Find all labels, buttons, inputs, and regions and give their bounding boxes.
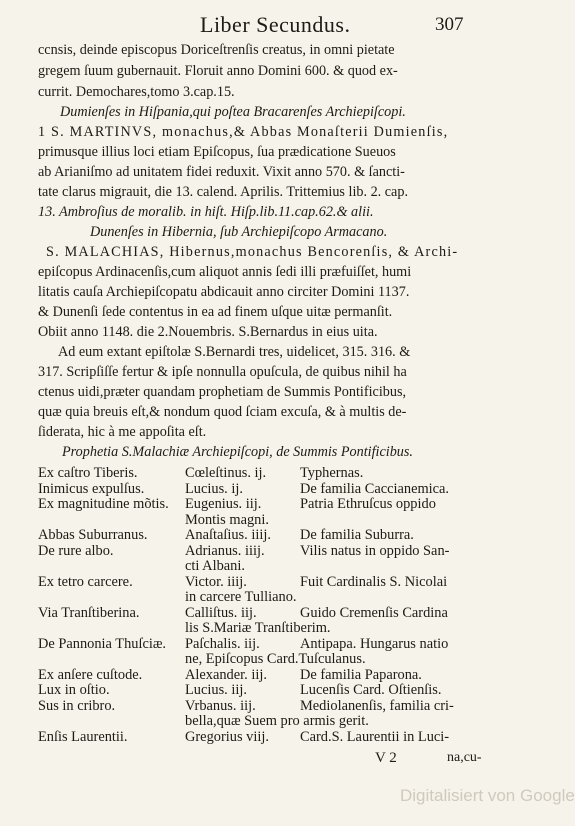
prophecy-continuation: cti Albani. — [185, 558, 245, 574]
prophecy-note: De familia Suburra. — [300, 527, 414, 543]
section-heading: Dumienſes in Hiſpania,qui poſtea Bracarenſes Archiepiſcopi. — [60, 104, 406, 120]
body-line: quæ quia breuis eſt,& nondum quod ſciam excuſa, & à multis de- — [38, 404, 407, 420]
prophecy-pope: Gregorius viij. — [185, 728, 269, 745]
body-line: tate clarus migrauit, die 13. calend. Aprilis. Trittemius lib. 2. cap. — [38, 184, 408, 200]
running-head: Liber Secundus. — [200, 12, 351, 37]
prophecy-motto: Enſis Laurentii. — [38, 728, 128, 745]
body-line: Ad eum extant epiſtolæ S.Bernardi tres, uidelicet, 315. 316. & — [58, 344, 411, 360]
prophecy-pope: Anaſtaſius. iiij. — [185, 527, 271, 543]
prophecy-note: Vilis natus in oppido San- — [300, 542, 450, 559]
prophecy-motto: De rure albo. — [38, 542, 114, 559]
body-line: primusque illius loci etiam Epiſcopus, ſua prædicatione Sueuos — [38, 144, 396, 160]
prophecy-motto: Inimicus expulſus. — [38, 480, 145, 497]
prophecy-note: Fuit Cardinalis S. Nicolai — [300, 573, 448, 590]
body-line: S. MALACHIAS, Hibernus,monachus Bencorenſis, & Archi- — [46, 244, 459, 260]
prophecy-continuation: lis S.Mariæ Tranſtiberim. — [185, 620, 331, 636]
prophecy-pope: Calliſtus. iij. — [185, 604, 257, 621]
body-line: Obiit anno 1148. die 2.Nouembris. S.Bernardus in eius uita. — [38, 324, 378, 340]
prophecy-pope: Eugenius. iij. — [185, 496, 262, 512]
prophecy-motto: Sus in cribro. — [38, 697, 116, 714]
prophecy-motto: Ex magnitudine mõtis. — [38, 496, 169, 512]
prophecy-motto: Ex tetro carcere. — [38, 573, 133, 590]
body-line: epiſcopus Ardinacenſis,cum aliquot annis ſedi illi præfuiſſet, humi — [38, 264, 412, 280]
prophecy-motto: Ex caſtro Tiberis. — [38, 465, 138, 481]
prophecy-motto: De Pannonia Thuſciæ. — [38, 635, 167, 652]
body-line: 13. Ambroſius de moralib. in hiſt. Hiſp.lib.11.cap.62.& alii. — [38, 204, 374, 220]
body-line: 1 S. MARTINVS, monachus,& Abbas Monaſterii Dumienſis, — [38, 124, 449, 140]
body-line: ab Arianiſmo ad unitatem fidei reduxit. Vixit anno 570. & ſancti- — [38, 164, 405, 180]
prophecy-pope: Alexander. iij. — [185, 666, 267, 683]
body-line: 317. Scripſiſſe fertur & ipſe nonnulla opuſcula, de quibus nihil ha — [38, 364, 407, 380]
prophecy-continuation: in carcere Tulliano. — [185, 589, 297, 605]
body-line: litatis cauſa Archiepiſcopatu abdicauit anno circiter Domini 1137. — [38, 284, 410, 300]
prophecy-continuation: ne, Epiſcopus Card.Tuſculanus. — [185, 651, 366, 667]
prophecy-note: Lucenſis Card. Oſtienſis. — [300, 682, 442, 698]
prophecy-note: De familia Caccianemica. — [300, 480, 450, 497]
prophecy-continuation: bella,quæ Suem pro armis gerit. — [185, 713, 369, 729]
prophecy-motto: Ex anſere cuſtode. — [38, 666, 143, 683]
catchword: na,cu- — [447, 750, 482, 765]
section-heading: Prophetia S.Malachiæ Archiepiſcopi, de Summis Pontificibus. — [62, 444, 413, 460]
body-line: & Dunenſi ſede contentus in ea ad finem uſque uitæ permanſit. — [38, 304, 393, 320]
body-line: ſiderata, hic à me appoſita eſt. — [38, 424, 207, 440]
watermark: Digitalisiert von Google — [400, 786, 575, 805]
prophecy-note: Card.S. Laurentii in Luci- — [300, 728, 450, 745]
prophecy-pope: Lucius. ij. — [185, 480, 243, 497]
prophecy-note: Guido Cremenſis Cardina — [300, 604, 448, 621]
prophecy-continuation: Montis magni. — [185, 511, 269, 528]
prophecy-pope: Victor. iiij. — [185, 573, 247, 590]
prophecy-pope: Adrianus. iiij. — [185, 542, 265, 559]
prophecy-motto: Lux in oſtio. — [38, 682, 110, 698]
body-line: ccnsis, deinde episcopus Doriceſtrenſis creatus, in omni pietate — [38, 42, 395, 58]
body-line: gregem ſuum gubernauit. Floruit anno Domini 600. & quod ex- — [38, 63, 398, 79]
signature-mark: V 2 — [375, 750, 397, 766]
prophecy-motto: Via Tranſtiberina. — [38, 604, 140, 621]
prophecy-pope: Cœleſtinus. ij. — [185, 465, 267, 481]
page-number: 307 — [435, 14, 464, 35]
prophecy-note: Patria Ethruſcus oppido — [300, 496, 436, 512]
section-heading: Dunenſes in Hibernia, ſub Archiepiſcopo Armacano. — [90, 224, 388, 240]
prophecy-pope: Paſchalis. iij. — [185, 635, 260, 652]
prophecy-note: De familia Paparona. — [300, 666, 422, 683]
body-line: ctenus uidi,præter quandam prophetiam de Summis Pontificibus, — [38, 384, 407, 400]
prophecy-note: Mediolanenſis, familia cri- — [300, 697, 454, 714]
prophecy-note: Antipapa. Hungarus natio — [300, 635, 449, 652]
body-line: currit. Demochares,tomo 3.cap.15. — [38, 84, 235, 100]
prophecy-motto: Abbas Suburranus. — [38, 527, 148, 543]
prophecy-note: Typhernas. — [300, 465, 364, 481]
prophecy-pope: Lucius. iij. — [185, 682, 247, 698]
prophecy-pope: Vrbanus. iij. — [185, 697, 256, 714]
